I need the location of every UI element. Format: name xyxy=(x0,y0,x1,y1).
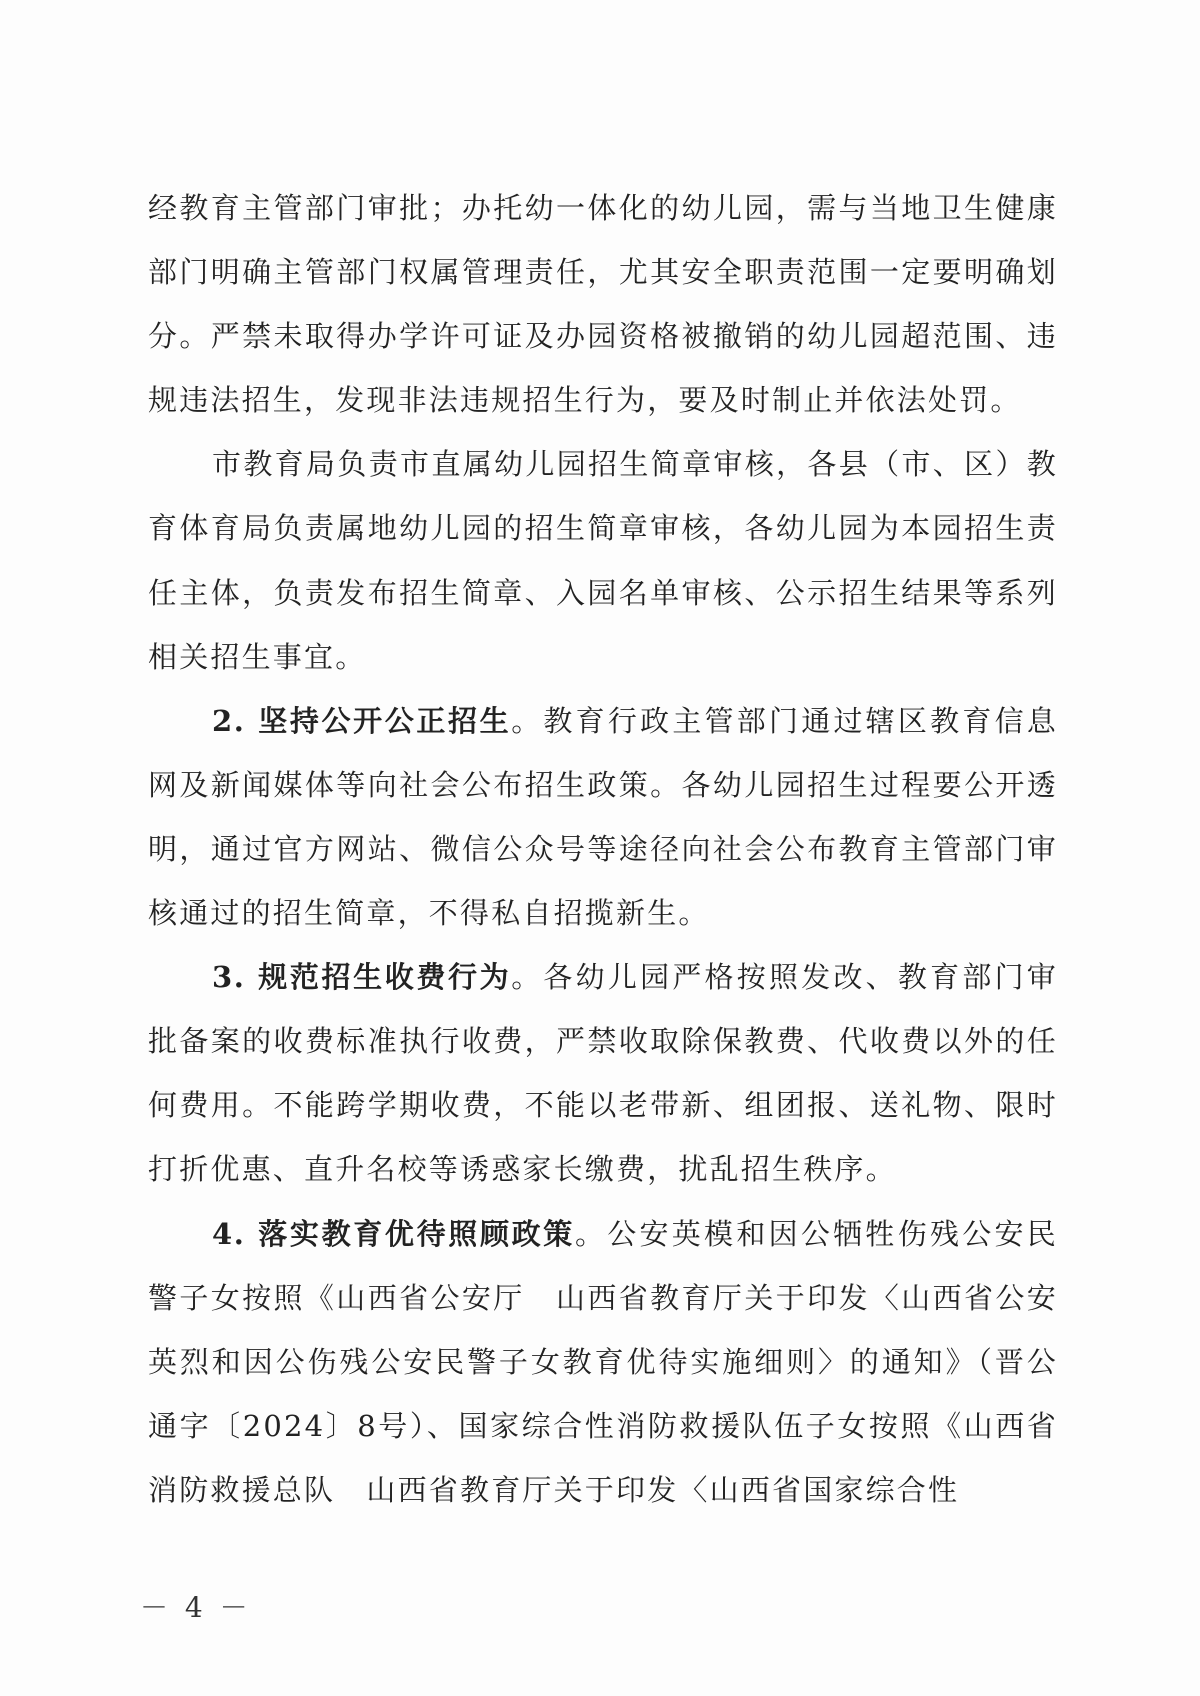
paragraph-1 xyxy=(148,176,1058,432)
page-number: － 4 － xyxy=(140,1591,252,1624)
paragraph-5-text: 。公安英模和因公牺牲伤残公安民警子女按照《山西省公安厅 山西省教育厅关于印发〈山西省公安英烈和因公伤残公安民警子女教育优待实施细则〉的通知》（晋公通字〔2024〕8号）、国家综合性消防救援队伍子女按照《山西省消防救援总队 山西省教育厅关于印发〈山西省国家综合性 xyxy=(148,1216,1058,1507)
paragraph-2-text: 市教育局负责市直属幼儿园招生简章审核，各县（市、区）教育体育局负责属地幼儿园的招生简章审核，各幼儿园为本园招生责任主体，负责发布招生简章、入园名单审核、公示招生结果等系列相关招生事宜。 xyxy=(148,447,1058,674)
paragraph-2 xyxy=(148,432,1058,688)
document-body xyxy=(148,176,1058,1522)
paragraph-5 xyxy=(148,1202,1058,1522)
paragraph-5-heading: 4. 落实教育优待照顾政策 xyxy=(212,1216,575,1251)
paragraph-3-heading: 2. 坚持公开公正招生 xyxy=(212,703,512,738)
paragraph-1-text: 经教育主管部门审批；办托幼一体化的幼儿园，需与当地卫生健康部门明确主管部门权属管理责任，尤其安全职责范围一定要明确划分。严禁未取得办学许可证及办园资格被撤销的幼儿园超范围、违规违法招生，发现非法违规招生行为，要及时制止并依法处罚。 xyxy=(148,191,1058,418)
paragraph-3 xyxy=(148,689,1058,945)
paragraph-4-heading: 3. 规范招生收费行为 xyxy=(212,960,512,995)
paragraph-3-text: 。教育行政主管部门通过辖区教育信息网及新闻媒体等向社会公布招生政策。各幼儿园招生过程要公开透明，通过官方网站、微信公众号等途径向社会公布教育主管部门审核通过的招生简章，不得私自招揽新生。 xyxy=(148,703,1058,931)
paragraph-4 xyxy=(148,945,1058,1201)
paragraph-4-text: 。各幼儿园严格按照发改、教育部门审批备案的收费标准执行收费，严禁收取除保教费、代收费以外的任何费用。不能跨学期收费，不能以老带新、组团报、送礼物、限时打折优惠、直升名校等诱惑家长缴费，扰乱招生秩序。 xyxy=(148,960,1058,1187)
